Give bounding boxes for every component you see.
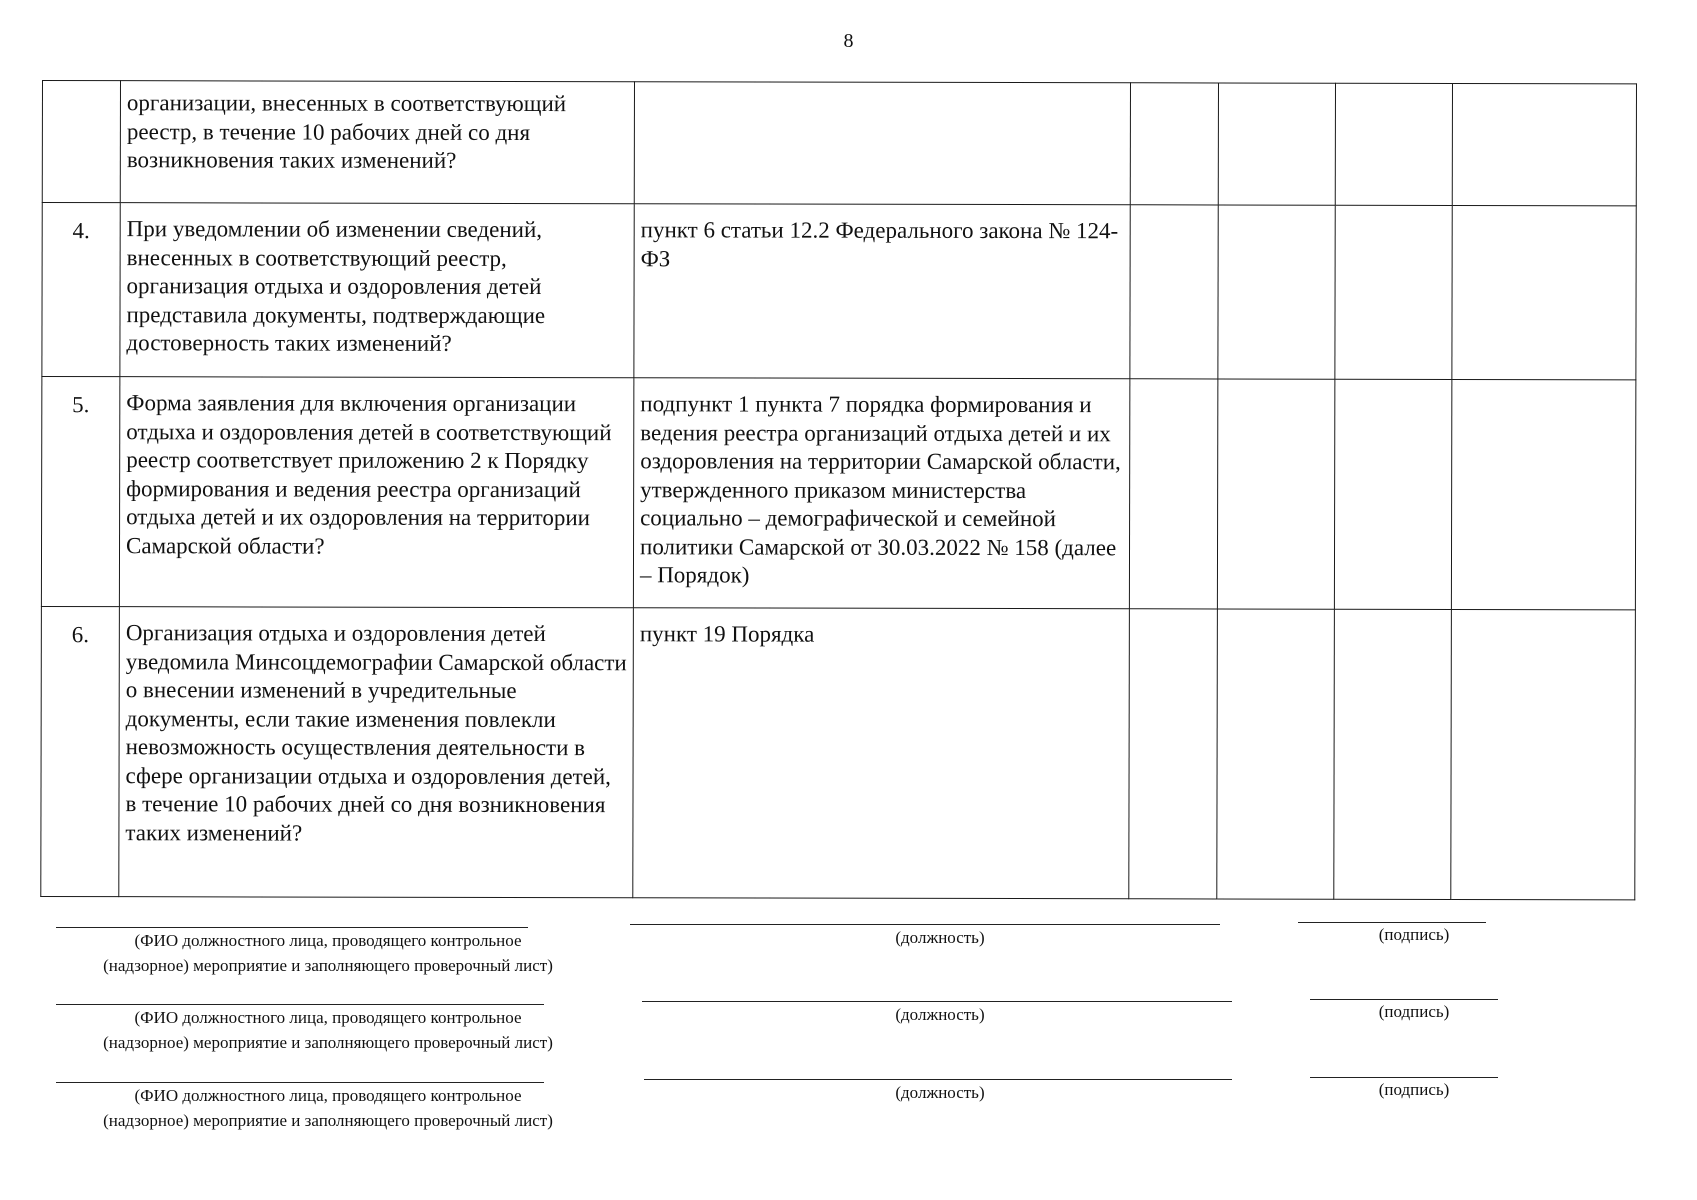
fio-caption-line-2: (надзорное) мероприятие и заполняющего проверочный лист)	[103, 956, 553, 975]
row-number: 4.	[42, 203, 120, 377]
position-caption: (должность)	[895, 928, 985, 947]
fio-caption-line-2: (надзорное) мероприятие и заполняющего проверочный лист)	[103, 1111, 553, 1130]
fio-caption-line-1: (ФИО должностного лица, проводящего контрольное	[134, 931, 522, 950]
answer-yes-cell[interactable]	[1130, 83, 1218, 205]
signature-caption: (подпись)	[1378, 1002, 1450, 1021]
legal-reference: пункт 6 статьи 12.2 Федерального закона № 124-ФЗ	[634, 204, 1130, 379]
requirement-question: организации, внесенных в соответствующий реестр, в течение 10 рабочих дней со дня возникновения таких изменений?	[120, 81, 634, 204]
fio-caption-line-1: (ФИО должностного лица, проводящего контрольное	[134, 1008, 522, 1027]
legal-reference: пункт 19 Порядка	[633, 608, 1130, 899]
answer-no-cell[interactable]	[1218, 83, 1335, 205]
answer-no-cell[interactable]	[1217, 609, 1335, 899]
answer-no-cell[interactable]	[1218, 205, 1335, 379]
fio-caption	[52, 928, 604, 978]
signature-caption: (подпись)	[1378, 925, 1450, 944]
table-row	[42, 81, 1636, 206]
requirement-question: Форма заявления для включения организации отдыха и оздоровления детей в соответствующий реестр соответствует приложению 2 к Порядку формирования и ведения реестра организаций отдыха детей и их оздоровления на территории Самарской области?	[119, 377, 633, 608]
note-cell[interactable]	[1451, 609, 1636, 899]
requirement-question: При уведомлении об изменении сведений, внесенных в соответствующий реестр, организация отдыха и оздоровления детей представила документы, подтверждающие достоверность таких изменений?	[120, 203, 634, 378]
requirement-question: Организация отдыха и оздоровления детей уведомила Минсоцдемографии Самарской области о внесении изменений в учредительные документы, если такие изменения повлекли невозможность осуществления деятельности в сфере организации отдыха и оздоровления детей, в течение 10 рабочих дней со дня возникновения таких изменений?	[119, 607, 634, 898]
answer-yes-cell[interactable]	[1130, 205, 1218, 379]
answer-not-applicable-cell[interactable]	[1335, 83, 1452, 205]
answer-yes-cell[interactable]	[1129, 379, 1217, 609]
fio-caption	[52, 1083, 604, 1133]
page-number: 8	[843, 30, 854, 52]
row-number	[42, 81, 120, 203]
answer-not-applicable-cell[interactable]	[1334, 609, 1452, 899]
note-cell[interactable]	[1451, 379, 1635, 609]
answer-not-applicable-cell[interactable]	[1335, 205, 1452, 379]
signature-caption: (подпись)	[1378, 1080, 1450, 1099]
table-row	[41, 606, 1636, 899]
row-number: 5.	[41, 377, 119, 607]
legal-reference: подпункт 1 пункта 7 порядка формирования и ведения реестра организаций отдыха детей и их оздоровления на территории Самарской области, утвержденного приказом министерства социально – демографической и семейной политики Самарской от 30.03.2022 № 158 (далее – Порядок)	[633, 378, 1129, 609]
checklist-table	[40, 80, 1637, 900]
table-row	[41, 377, 1635, 610]
note-cell[interactable]	[1452, 205, 1636, 379]
fio-caption	[52, 1005, 604, 1055]
table-row	[42, 203, 1636, 380]
position-caption: (должность)	[895, 1005, 985, 1024]
position-caption: (должность)	[895, 1083, 985, 1102]
fio-caption-line-2: (надзорное) мероприятие и заполняющего проверочный лист)	[103, 1033, 553, 1052]
row-number: 6.	[41, 606, 120, 896]
fio-caption-line-1: (ФИО должностного лица, проводящего контрольное	[134, 1086, 522, 1105]
note-cell[interactable]	[1452, 83, 1636, 205]
answer-yes-cell[interactable]	[1129, 609, 1218, 899]
answer-no-cell[interactable]	[1217, 379, 1334, 609]
answer-not-applicable-cell[interactable]	[1334, 379, 1451, 609]
legal-reference	[634, 82, 1130, 205]
